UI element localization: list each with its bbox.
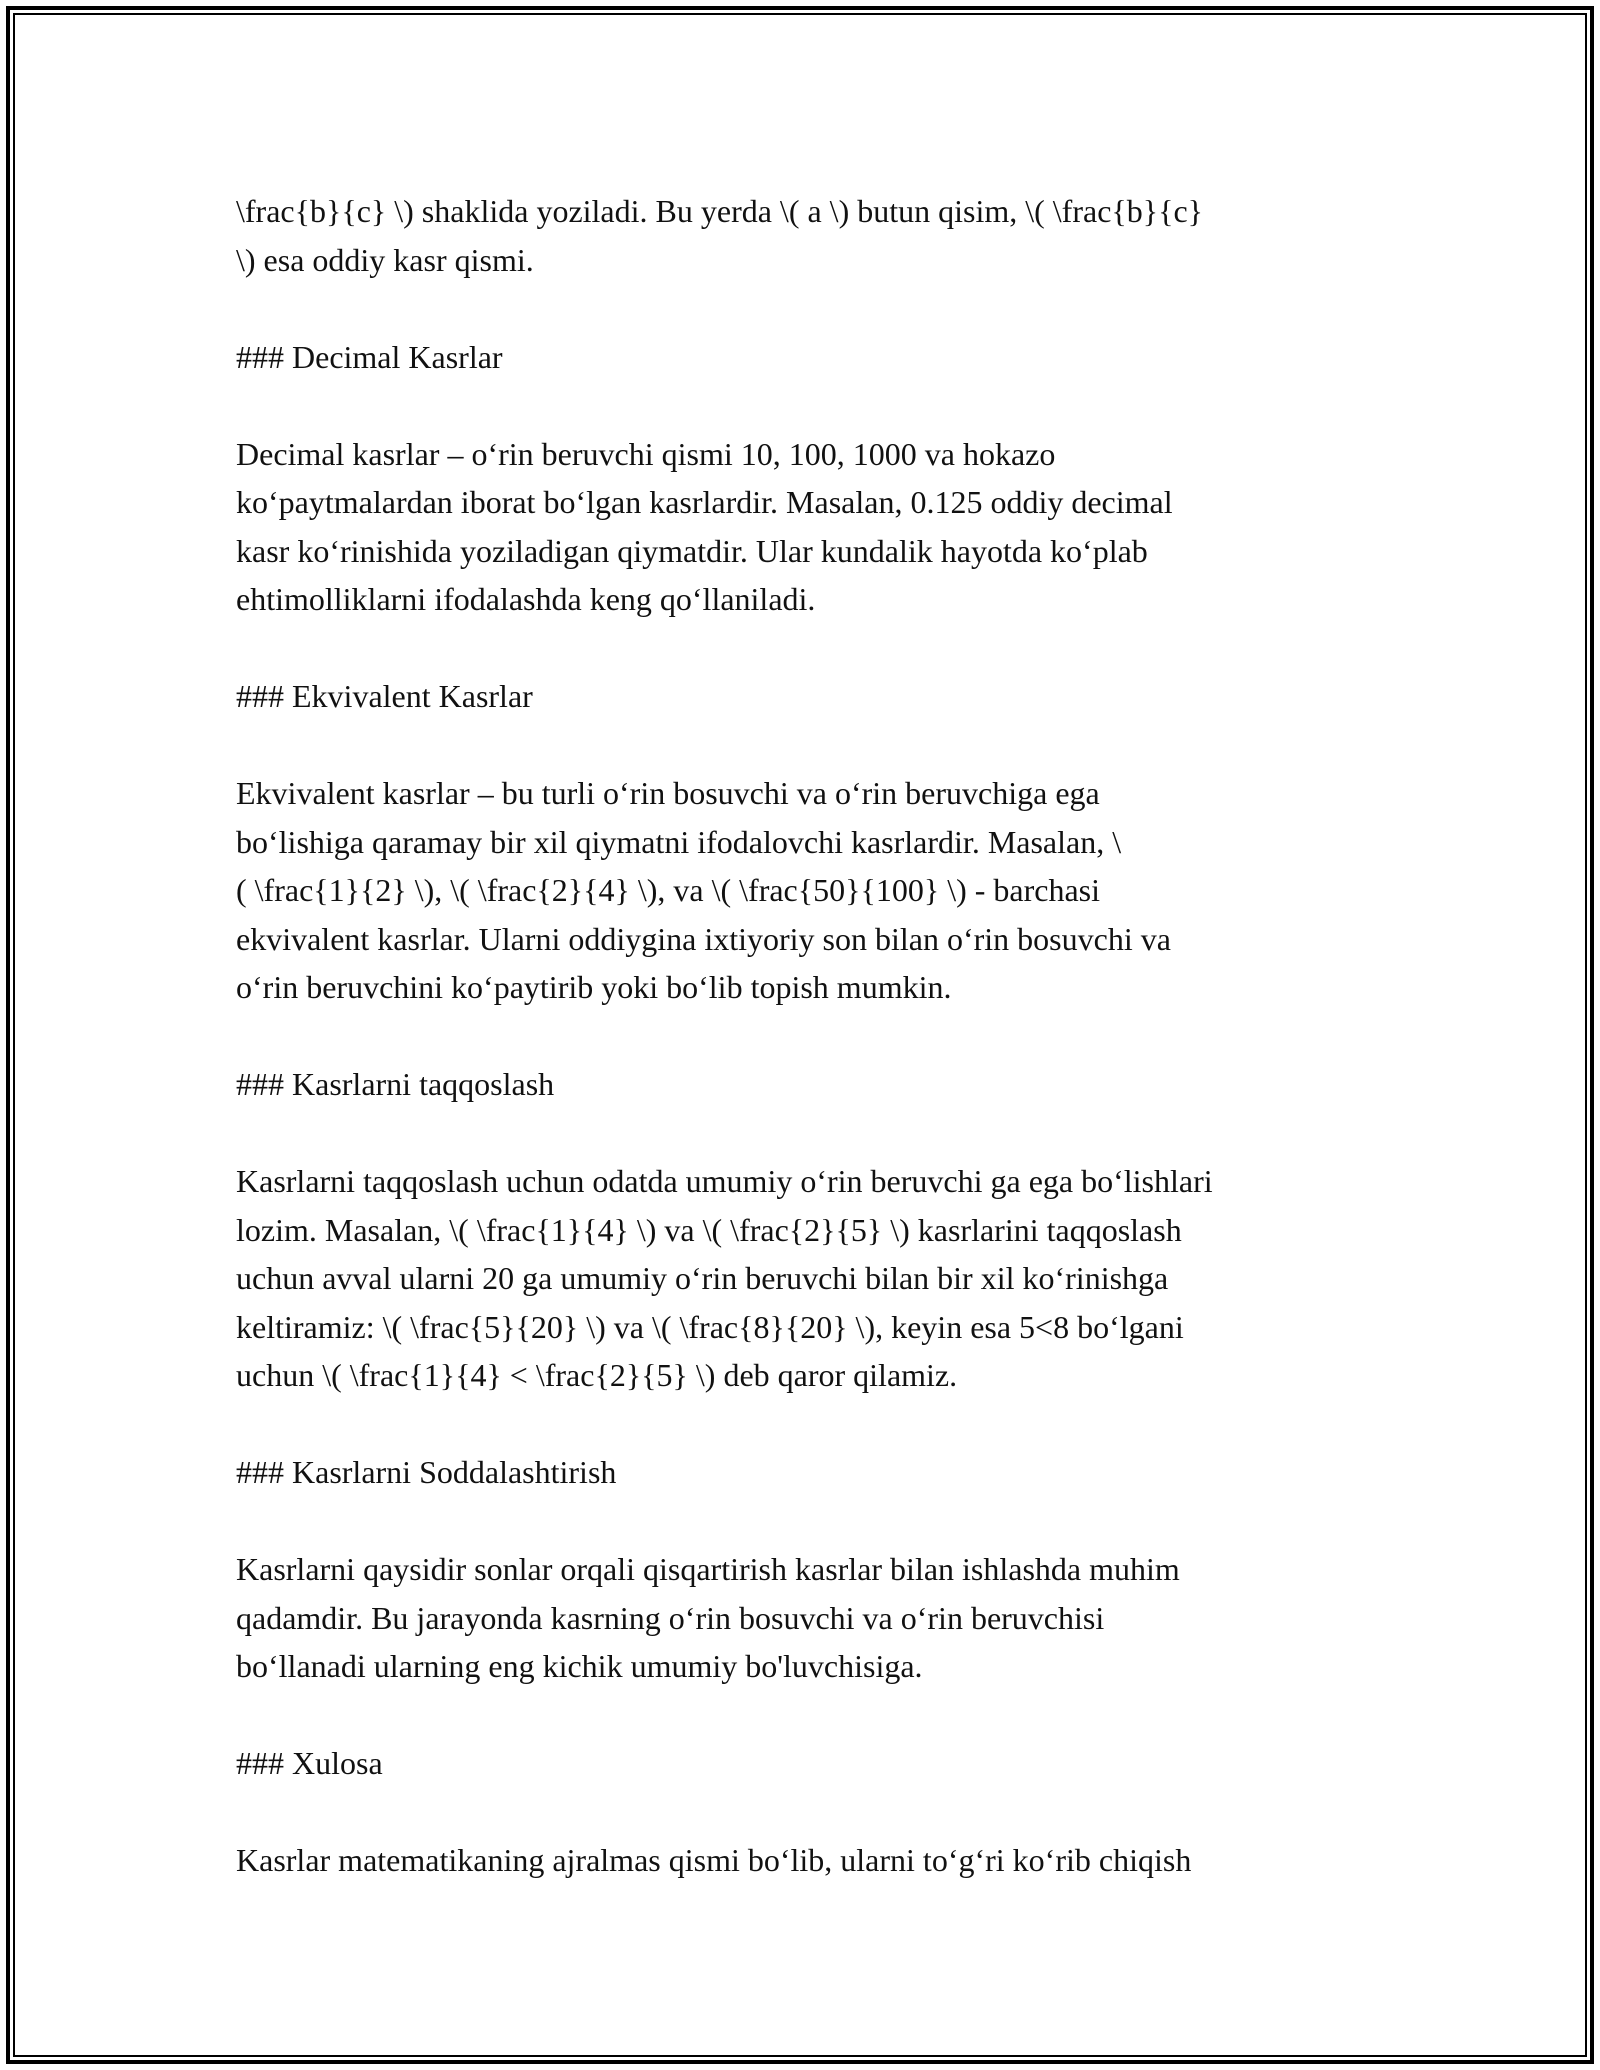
paragraph-line: \) esa oddiy kasr qismi. — [236, 241, 534, 278]
heading-text: ### Decimal Kasrlar — [236, 338, 503, 375]
paragraph-line: uchun \( \frac{1}{4} < \frac{2}{5} \) deb qaror qilamiz. — [236, 1357, 958, 1393]
paragraph — [236, 1545, 1366, 1691]
document-body — [236, 187, 1366, 1885]
heading-text: ### Ekvivalent Kasrlar — [236, 678, 533, 714]
paragraph-line: Ekvivalent kasrlar – bu turli o‘rin bosuvchi va o‘rin beruvchiga ega — [236, 775, 1100, 811]
paragraph-line: keltiramiz: \( \frac{5}{20} \) va \( \frac{8}{20} \), keyin esa 5<8 bo‘lgani — [236, 1308, 1184, 1345]
heading-text: ### Xulosa — [236, 1745, 383, 1781]
paragraph-line: ( \frac{1}{2} \), \( \frac{2}{4} \), va \( \frac{50}{100} \) - barchasi — [236, 872, 1100, 908]
paragraph-line: ehtimolliklarni ifodalashda keng qo‘llaniladi. — [236, 581, 816, 617]
paragraph-line: uchun avval ularni 20 ga umumiy o‘rin beruvchi bilan bir xil ko‘rinishga — [236, 1260, 1169, 1296]
paragraph-line: kasr ko‘rinishida yoziladigan qiymatdir. Ular kundalik hayotda ko‘plab — [236, 532, 1148, 569]
paragraph-line: Kasrlarni taqqoslash uchun odatda umumiy o‘rin beruvchi ga ega bo‘lishlari — [236, 1163, 1213, 1199]
paragraph-line: qadamdir. Bu jarayonda kasrning o‘rin bosuvchi va o‘rin beruvchisi — [236, 1599, 1105, 1636]
paragraph-line: ekvivalent kasrlar. Ularni oddiygina ixtiyoriy son bilan o‘rin bosuvchi va — [236, 920, 1171, 957]
section-heading — [236, 1448, 1366, 1497]
paragraph — [236, 1836, 1366, 1885]
section-heading — [236, 1060, 1366, 1109]
paragraph-line: lozim. Masalan, \( \frac{1}{4} \) va \( \frac{2}{5} \) kasrlarini taqqoslash — [236, 1211, 1182, 1248]
paragraph-line: Decimal kasrlar – o‘rin beruvchi qismi 10, 100, 1000 va hokazo — [236, 435, 1056, 472]
paragraph-line: bo‘lishiga qaramay bir xil qiymatni ifodalovchi kasrlardir. Masalan, \ — [236, 823, 1122, 860]
paragraph-line: \frac{b}{c} \) shaklida yoziladi. Bu yerda \( a \) butun qisim, \( \frac{b}{c} — [236, 193, 1204, 229]
section-heading — [236, 333, 1366, 382]
paragraph — [236, 187, 1366, 284]
paragraph — [236, 430, 1366, 624]
paragraph — [236, 1157, 1366, 1400]
section-heading — [236, 672, 1366, 721]
section-heading — [236, 1739, 1366, 1788]
paragraph-line: Kasrlar matematikaning ajralmas qismi bo‘lib, ularni to‘g‘ri ko‘rib chiqish — [236, 1842, 1192, 1878]
paragraph — [236, 769, 1366, 1012]
paragraph-line: bo‘llanadi ularning eng kichik umumiy bo'luvchisiga. — [236, 1648, 923, 1684]
paragraph-line: Kasrlarni qaysidir sonlar orqali qisqartirish kasrlar bilan ishlashda muhim — [236, 1551, 1180, 1587]
heading-text: ### Kasrlarni Soddalashtirish — [236, 1454, 617, 1490]
heading-text: ### Kasrlarni taqqoslash — [236, 1066, 555, 1102]
paragraph-line: o‘rin beruvchini ko‘paytirib yoki bo‘lib topish mumkin. — [236, 969, 952, 1005]
paragraph-line: ko‘paytmalardan iborat bo‘lgan kasrlardir. Masalan, 0.125 oddiy decimal — [236, 484, 1173, 520]
